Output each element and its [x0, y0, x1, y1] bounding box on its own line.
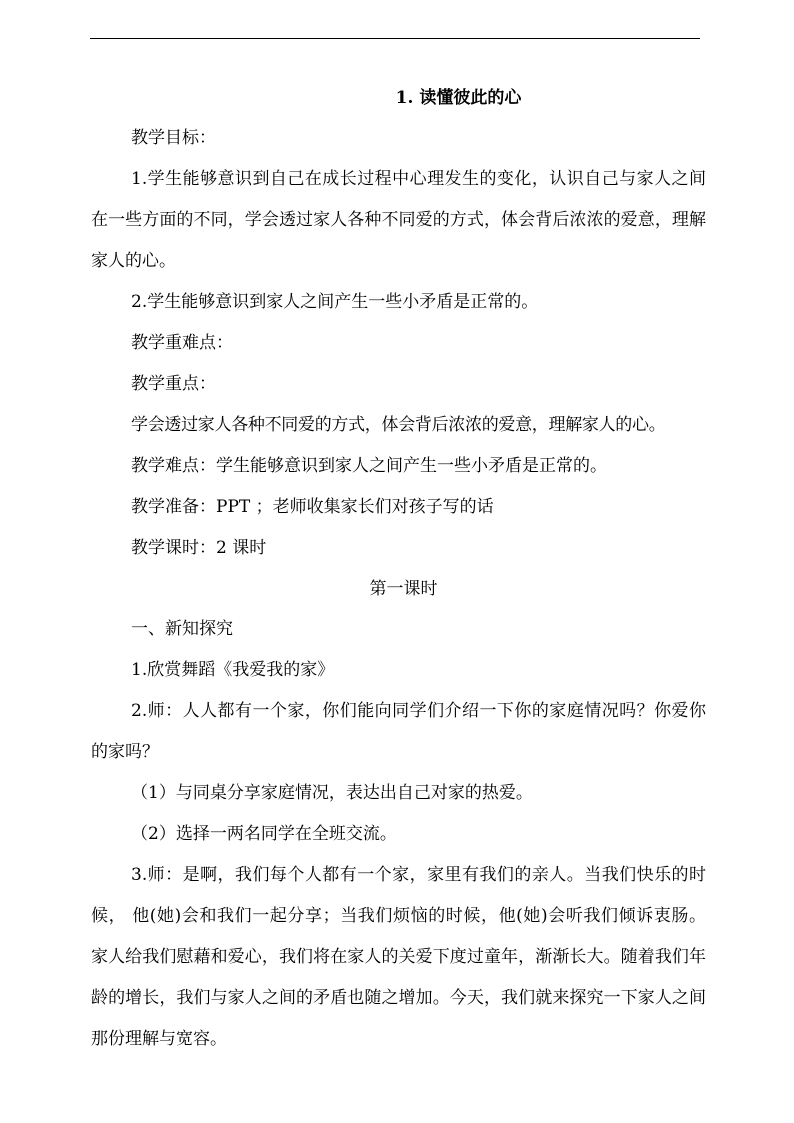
paragraph-key-difficult-heading: 教学重难点： — [131, 333, 233, 353]
paragraph-preparation: 教学准备：PPT ；老师收集家长们对孩子写的话 — [131, 497, 494, 517]
document-title: 1. 读懂彼此的心 — [395, 88, 522, 108]
paragraph-teacher-talk: 3.师：是啊，我们每个人都有一个家，家里有我们的亲人。当我们快乐的时候， 他(她)会和我们一起分享；当我们烦恼的时候，他(她)会听我们倾诉衷肠。 家人给我们慰藉和爱心，我们将在家人的关爱下度过童年，渐渐长大。随着我们年龄的增长，我们与家人之间的矛盾也随之增加。今天，我们就来探究一下家人之间那份理解与宽容。 — [91, 865, 706, 1049]
paragraph-objective-2: 2.学生能够意识到家人之间产生一些小矛盾是正常的。 — [131, 292, 539, 312]
paragraph-teacher-question: 2.师：人人都有一个家，你们能向同学们介绍一下你的家庭情况吗？你爱你的家吗？ — [91, 701, 706, 762]
paragraph-difficult-points: 教学难点：学生能够意识到家人之间产生一些小矛盾是正常的。 — [131, 456, 607, 476]
section-heading: 第一课时 — [369, 579, 438, 599]
paragraph-step-2: （2）选择一两名同学在全班交流。 — [131, 824, 397, 844]
paragraph-new-knowledge: 一、新知探究 — [131, 619, 233, 639]
paragraph-key-points-heading: 教学重点： — [131, 374, 216, 394]
document-body — [91, 78, 706, 1060]
paragraph-step-1: （1）与同桌分享家庭情况，表达出自己对家的热爱。 — [131, 783, 533, 803]
paragraph-class-hours: 教学课时：2 课时 — [131, 538, 267, 558]
header-rule — [90, 38, 700, 39]
paragraph-objective-1: 1.学生能够意识到自己在成长过程中心理发生的变化，认识自己与家人之间在一些方面的不同，学会透过家人各种不同爱的方式，体会背后浓浓的爱意，理解家人的心。 — [91, 169, 706, 271]
paragraph-objectives-heading: 教学目标： — [131, 128, 216, 148]
paragraph-dance: 1.欣赏舞蹈《我爱我的家》 — [131, 660, 335, 680]
paragraph-key-points: 学会透过家人各种不同爱的方式，体会背后浓浓的爱意，理解家人的心。 — [131, 415, 666, 435]
